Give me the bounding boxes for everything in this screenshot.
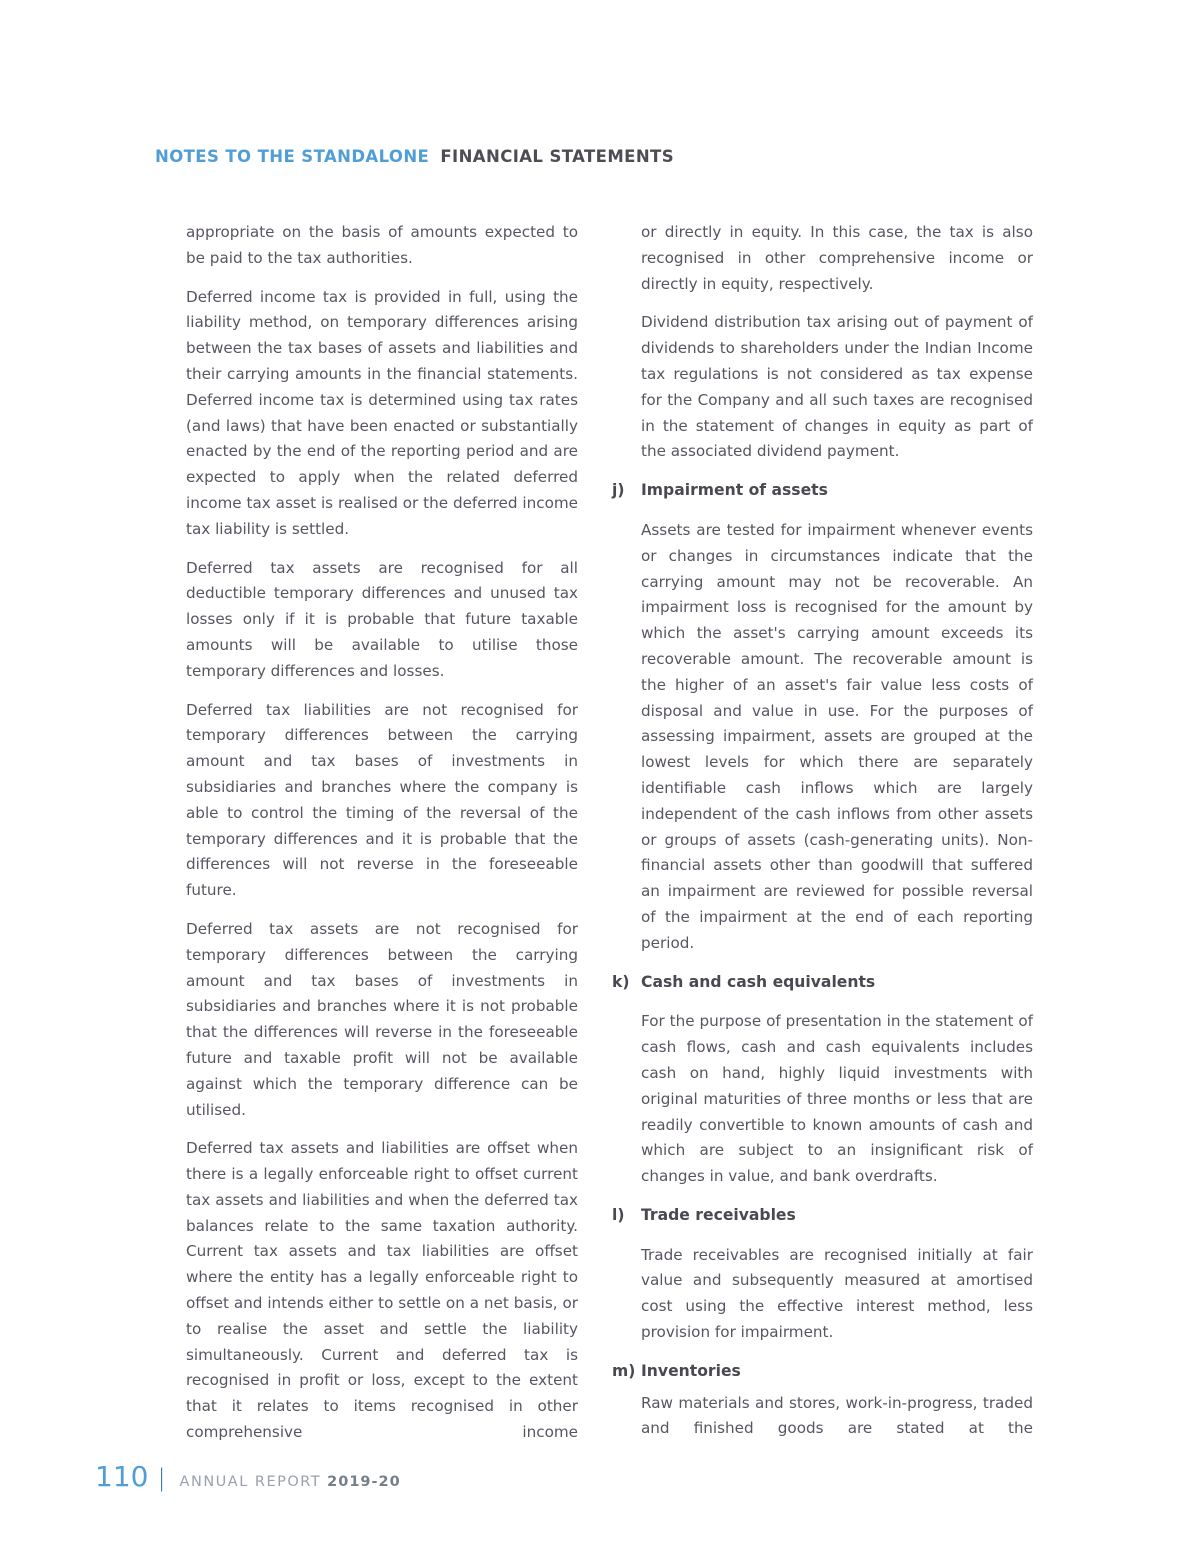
section-heading-k	[612, 970, 1033, 996]
section-heading-label: Cash and cash equivalents	[641, 972, 876, 991]
left-column	[186, 220, 578, 1459]
page-number: 110	[95, 1460, 149, 1493]
right-paragraph-4: Assets are tested for impairment whenever events or changes in circumstances indicate that the carrying amount may not be recoverable. An impairment loss is recognised for the amount by which the asset's carrying amount exceeds its recoverable amount. The recoverable amount is the higher of an asset's fair value less costs of disposal and value in use. For the purposes of assessing impairment, assets are grouped at the lowest levels for which there are separately identifiable cash inflows which are largely independent of the cash inflows from other assets or groups of assets (cash-generating units). Non-financial assets other than goodwill that suffered an impairment are reviewed for possible reversal of the impairment at the end of each reporting period.	[641, 520, 1033, 952]
right-paragraph-10: Raw materials and stores, work-in-progress, traded and finished goods are stated at the	[641, 1393, 1033, 1438]
section-heading-label: Impairment of assets	[641, 481, 828, 500]
section-heading-label: Inventories	[641, 1361, 741, 1380]
right-column	[612, 220, 1033, 1455]
left-paragraph-2: Deferred income tax is provided in full, using the liability method, on temporary differences arising between the tax bases of assets and liabilities and their carrying amounts in the financial statements. Deferred income tax is determined using tax rates (and laws) that have been enacted or substantially enacted by the end of the reporting period and are expected to apply when the related deferred income tax asset is realised or the deferred income tax liability is settled.	[186, 287, 578, 538]
section-letter: l)	[612, 1205, 625, 1224]
page-title-secondary: FINANCIAL STATEMENTS	[440, 147, 674, 166]
page-title	[155, 147, 674, 166]
right-paragraph-6: For the purpose of presentation in the statement of cash flows, cash and cash equivalents includes cash on hand, highly liquid investments with original maturities of three months or less that are readily convertible to known amounts of cash and which are subject to an insignificant risk of changes in value, and bank overdrafts.	[641, 1012, 1033, 1186]
footer-separator: |	[157, 1464, 166, 1492]
left-paragraph-1: appropriate on the basis of amounts expected to be paid to the tax authorities.	[186, 223, 578, 267]
page-footer	[95, 1460, 401, 1493]
left-paragraph-4: Deferred tax liabilities are not recognised for temporary differences between the carrying amount and tax bases of investments in subsidiaries and branches where the company is able to control the timing of the reversal of the temporary differences and it is probable that the differences will not reverse in the foreseeable future.	[186, 700, 578, 900]
footer-report-year: 2019-20	[327, 1474, 401, 1490]
left-paragraph-6: Deferred tax assets and liabilities are offset when there is a legally enforceable right to offset current tax assets and liabilities and when the deferred tax balances relate to the same taxation authority. Current tax assets and tax liabilities are offset where the entity has a legally enforceable right to offset and intends either to settle on a net basis, or to realise the asset and settle the liability simultaneously. Current and deferred tax is recognised in profit or loss, except to the extent that it relates to items recognised in other comprehensive income	[186, 1139, 578, 1442]
section-letter: j)	[612, 481, 625, 500]
section-heading-label: Trade receivables	[641, 1205, 796, 1224]
left-paragraph-3: Deferred tax assets are recognised for all deductible temporary differences and unused tax losses only if it is probable that future taxable amounts will be available to utilise those temporary differences and losses.	[186, 558, 578, 680]
section-heading-j	[612, 478, 1033, 504]
footer-report-label: ANNUAL REPORT	[179, 1474, 322, 1490]
right-paragraph-8: Trade receivables are recognised initially at fair value and subsequently measured at amortised cost using the effective interest method, less provision for impairment.	[641, 1245, 1033, 1342]
right-paragraph-1: or directly in equity. In this case, the tax is also recognised in other comprehensive income or directly in equity, respectively.	[641, 223, 1033, 293]
section-letter: m)	[612, 1361, 636, 1380]
right-paragraph-2: Dividend distribution tax arising out of payment of dividends to shareholders under the Indian Income tax regulations is not considered as tax expense for the Company and all such taxes are recognised in the statement of changes in equity as part of the associated dividend payment.	[641, 313, 1033, 461]
section-heading-l	[612, 1203, 1033, 1229]
page-title-primary: NOTES TO THE STANDALONE	[155, 147, 430, 166]
section-letter: k)	[612, 972, 630, 991]
section-heading-m	[612, 1359, 1033, 1385]
left-paragraph-5: Deferred tax assets are not recognised for temporary differences between the carrying amount and tax bases of investments in subsidiaries and branches where it is not probable that the differences will reverse in the foreseeable future and taxable profit will not be available against which the temporary difference can be utilised.	[186, 919, 578, 1119]
